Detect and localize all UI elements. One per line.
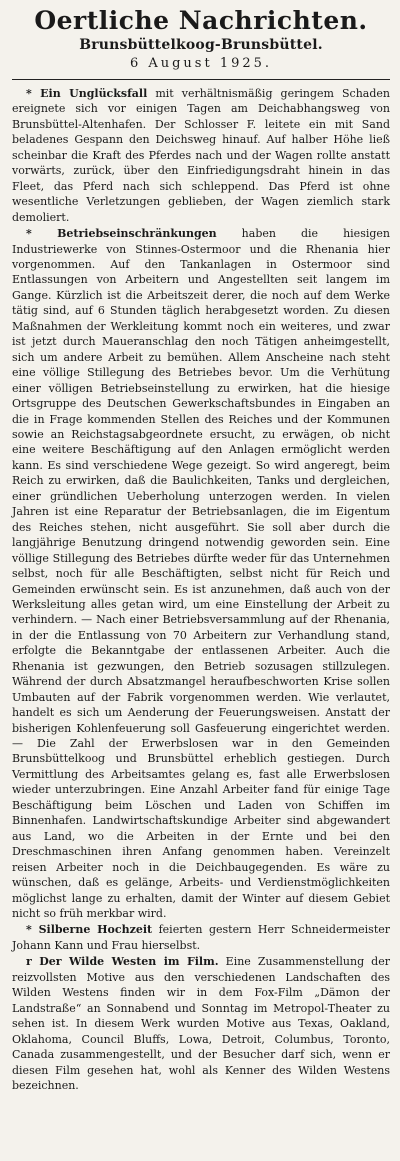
article-body: Eine Zusammenstellung der reizvollsten Motive aus den verschiedenen Landschaften des Wilden Westens finden wir in dem Fox-Film „Dämon der Landstraße“ an Sonnabend und Sonntag im Metropol-Theater zu sehen ist. In diesem Werk wurden Motive aus Texas, Oakland, Oklahoma, Council Bluffs, Lowa, Detroit, Columbus, Toronto, Canada zusammengestellt, und der Besucher darf sich, wenn er diesen Film gesehen hat, wohl als Kenner des Wilden Westens bezeichnen. <box>12 955 390 1092</box>
article-body: mit verhältnismäßig geringem Schaden ereignete sich vor einigen Tagen am Deichabhangsweg von Brunsbüttel-Altenhafen. Der Schlosser F. leitete ein mit Sand beladenes Gespann den Deichsweg hinauf. Auf halber Höhe ließ scheinbar die Kraft des Pferdes nach und der Wagen rollte anstatt vorwärts, zurück, über den Einfriedigungsdraht hinein in das Fleet, das Pferd nach sich schleppend. Das Pferd ist ohne wesentliche Verletzungen geblieben, der Wagen ziemlich stark demoliert. <box>12 87 390 224</box>
section-title: Oertliche Nachrichten. <box>34 6 368 35</box>
article-lead: * Betriebseinschränkungen <box>26 227 217 241</box>
issue-date: 6 August 1925. <box>129 56 273 71</box>
article-body: feierten gestern Herr Schneidermeister Johann Kann und Frau hierselbst. <box>12 923 391 952</box>
article-silver-wedding <box>12 922 390 953</box>
header-divider <box>12 79 390 80</box>
masthead <box>12 6 390 72</box>
article-lead: * Silberne Hochzeit <box>26 923 153 937</box>
article-wild-west-film <box>12 954 390 1093</box>
location-subtitle: Brunsbüttelkoog-Brunsbüttel. <box>79 37 323 53</box>
article-lead: * Ein Unglücksfall <box>26 87 148 100</box>
article-lead: r Der Wilde Westen im Film. <box>26 955 219 969</box>
article-accident <box>12 86 390 225</box>
article-list <box>12 86 390 1093</box>
article-body: haben die hiesigen Industriewerke von Stinnes-Ostermoor und die Rhenania hier vorgenommen. Auf den Tankanlagen in Ostermoor sind Entlassungen von Arbeitern und Angestellten seit langem im Gange. Kürzlich ist die Arbeitszeit derer, die noch auf dem Werke tätig sind, auf 6 Stunden täglich herabgesetzt worden. Zu diesen Maßnahmen der Werkleitung kommt noch ein weiteres, und zwar ist jetzt durch Maueranschlag den noch Tätigen anheimgestellt, sich um andere Arbeit zu bemühen. Allem Anscheine nach steht eine völlige Stillegung des Betriebes bevor. Um die Verhütung einer völligen Betriebseinstellung zu erwirken, hat die hiesige Ortsgruppe des Deutschen Gewerkschaftsbundes in Eingaben an die in Frage kommenden Stellen des Reiches und der Kommunen sowie an Reichstagsabgeordnete ersucht, zu erwägen, ob nicht eine weitere Beschäftigung auf den Anlagen ermöglicht werden kann. Es sind verschiedene Wege gezeigt. So wird angeregt, beim Reich zu erwirken, daß die Baulichkeiten, Tanks und dergleichen, einer gründlichen Ueberholung unterzogen werden. In vielen Jahren ist eine Reparatur der Betriebsanlagen, die im Eigentum des Reiches stehen, nicht ausgeführt. Sie soll aber durch die langjährige Benutzung dringend notwendig geworden sein. Eine völlige Stillegung des Betriebes dürfte weder für das Unternehmen selbst, noch für alle Beschäftigten, selbst nicht für Reich und Gemeinden erwünscht sein. Es ist anzunehmen, daß auch von der Werksleitung alles getan wird, um eine Einstellung der Arbeit zu verhindern. — Nach einer Betriebsversammlung auf der Rhenania, in der die Entlassung von 70 Arbeitern zur Verhandlung stand, erfolgte die Bekanntgabe der entlassenen Arbeiter. Auch die Rhenania ist gezwungen, den Betrieb sozusagen stillzulegen. Während der durch Absatzmangel heraufbeschworten Krise sollen Umbauten auf der Fabrik vorgenommen werden. Wie verlautet, handelt es sich um Aenderung der Feuerungsweisen. Anstatt der bisherigen Kohlenfeuerung soll Gasfeuerung eingerichtet werden. — Die Zahl der Erwerbslosen war in den Gemeinden Brunsbüttelkoog und Brunsbüttel erheblich gestiegen. Durch Vermittlung des Arbeitsamtes gelang es, fast alle Erwerbslosen wieder unterzubringen. Eine Anzahl Arbeiter fand für einige Tage Beschäftigung beim Löschen und Laden von Schiffen im Binnenhafen. Landwirtschaftskundige Arbeiter sind abgewandert aus Land, wo die Arbeiten in der Ernte und bei den Dreschmaschinen ihren Anfang genommen haben. Vereinzelt reisen Arbeiter noch in die Deichbaugegenden. Es wäre zu wünschen, daß es gelänge, Arbeits- und Verdienstmöglichkeiten möglichst lange zu erhalten, damit der Winter auf diesem Gebiet nicht so früh merkbar wird. <box>12 227 390 921</box>
article-operations-cutbacks <box>12 226 390 921</box>
